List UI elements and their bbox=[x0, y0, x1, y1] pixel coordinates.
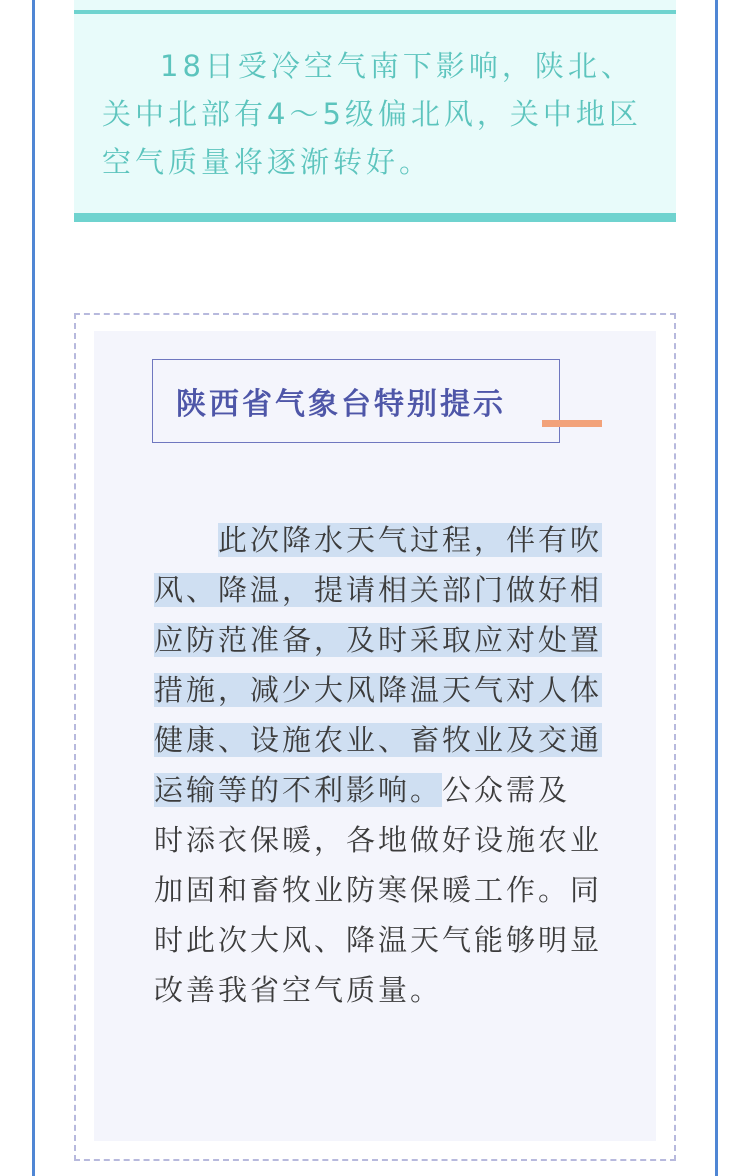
top-notice-text: 18日受冷空气南下影响，陕北、关中北部有4～5级偏北风，关中地区空气质量将逐渐转好。 bbox=[102, 49, 642, 179]
special-notice-title: 陕西省气象台特别提示 bbox=[176, 387, 506, 422]
left-frame-line bbox=[32, 0, 35, 1176]
top-notice-bottom-bar bbox=[74, 213, 676, 222]
selected-text-highlight[interactable]: 此次降水天气过程，伴有吹风、降温，提请相关部门做好相应防范准备，及时采取应对处置措施，减少大风降温天气对人体健康、设施农业、畜牧业及交通运输等的不利影响。 bbox=[154, 523, 603, 807]
special-notice-body-rest: 公众需及时添衣保暖，各地做好设施农业加固和畜牧业防寒保暖工作。同时此次大风、降温天气能够明显改善我省空气质量。 bbox=[154, 773, 603, 1007]
special-notice-body bbox=[154, 515, 602, 1015]
top-notice-box bbox=[74, 0, 676, 222]
right-frame-line bbox=[715, 0, 718, 1176]
top-notice-top-bar bbox=[74, 10, 676, 14]
special-notice-title-box bbox=[152, 359, 560, 443]
title-accent-bar bbox=[542, 420, 602, 427]
special-notice-card bbox=[74, 313, 676, 1161]
special-notice-panel bbox=[94, 331, 656, 1141]
